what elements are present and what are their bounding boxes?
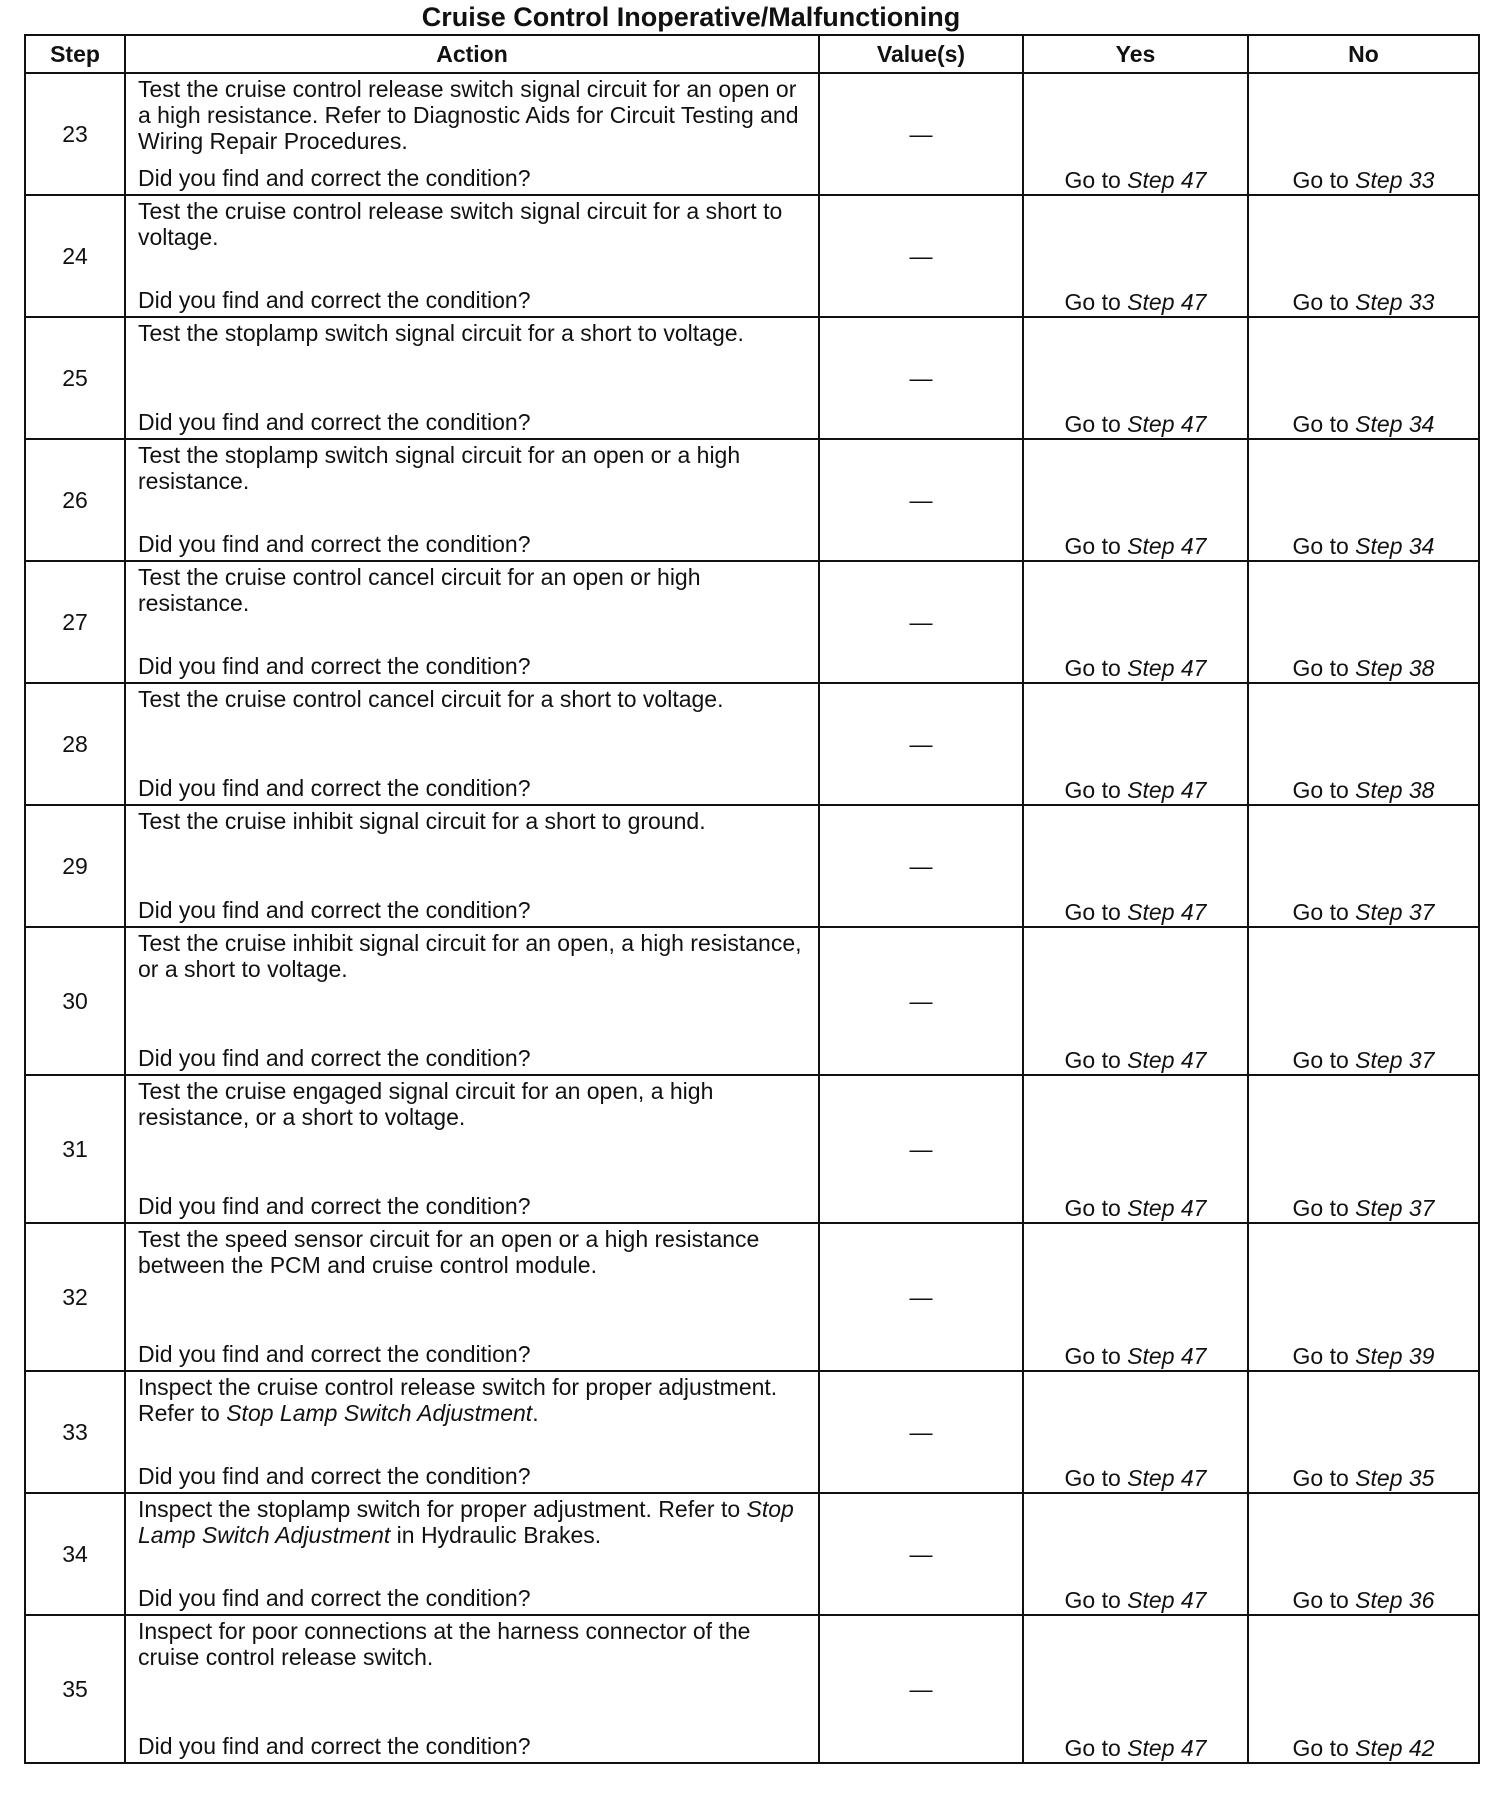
action-question: Did you find and correct the condition? [138,531,531,557]
yes-cell [1023,683,1248,805]
action-question: Did you find and correct the condition? [138,653,531,679]
diagnostic-table [24,34,1480,1764]
goto-prefix: Go to [1064,655,1121,681]
value-cell: — [819,439,1023,561]
action-cell [125,1371,819,1493]
action-text: Test the cruise inhibit signal circuit for a short to ground. [138,808,706,834]
value-cell: — [819,805,1023,927]
value-cell: — [819,195,1023,317]
goto-prefix: Go to [1292,899,1349,925]
step-number: 29 [25,805,125,927]
goto-step-yes: Step 47 [1127,533,1207,559]
table-row [25,1493,1479,1615]
action-question: Did you find and correct the condition? [138,287,531,313]
goto-prefix: Go to [1064,1587,1121,1613]
header-step: Step [25,35,125,73]
table-row [25,683,1479,805]
goto-prefix: Go to [1292,1587,1349,1613]
table-row [25,561,1479,683]
goto-prefix: Go to [1064,777,1121,803]
no-cell [1248,1615,1479,1763]
yes-cell [1023,317,1248,439]
goto-step-no: Step 37 [1355,899,1435,925]
value-cell: — [819,1223,1023,1371]
goto-step-no: Step 39 [1355,1343,1435,1369]
no-cell [1248,439,1479,561]
action-procedure [138,320,810,346]
action-cell [125,1493,819,1615]
goto-step-yes: Step 47 [1127,1465,1207,1491]
header-no: No [1248,35,1479,73]
action-question: Did you find and correct the condition? [138,1585,531,1611]
reference-link-text: Stop Lamp Switch Adjustment [226,1400,533,1426]
goto-step-no: Step 38 [1355,655,1435,681]
action-question: Did you find and correct the condition? [138,1193,531,1219]
action-question: Did you find and correct the condition? [138,409,531,435]
goto-prefix: Go to [1064,1195,1121,1221]
goto-step-no: Step 38 [1355,777,1435,803]
yes-cell [1023,73,1248,195]
goto-step-no: Step 36 [1355,1587,1435,1613]
yes-cell [1023,1075,1248,1223]
yes-cell [1023,1223,1248,1371]
yes-cell [1023,1371,1248,1493]
step-number: 31 [25,1075,125,1223]
yes-cell [1023,439,1248,561]
goto-step-no: Step 37 [1355,1047,1435,1073]
reference-link-text: Stop Lamp Switch Adjustment [138,1496,794,1548]
goto-prefix: Go to [1292,1465,1349,1491]
goto-step-yes: Step 47 [1127,1587,1207,1613]
value-cell: — [819,927,1023,1075]
action-procedure [138,930,810,982]
action-cell [125,1615,819,1763]
goto-prefix: Go to [1064,1465,1121,1491]
step-number: 30 [25,927,125,1075]
goto-prefix: Go to [1292,1047,1349,1073]
value-cell: — [819,683,1023,805]
action-procedure [138,1618,810,1670]
yes-cell [1023,561,1248,683]
goto-prefix: Go to [1064,289,1121,315]
goto-step-no: Step 34 [1355,533,1435,559]
goto-step-yes: Step 47 [1127,411,1207,437]
goto-prefix: Go to [1292,777,1349,803]
no-cell [1248,805,1479,927]
goto-step-yes: Step 47 [1127,1343,1207,1369]
table-row [25,73,1479,195]
goto-step-yes: Step 47 [1127,1195,1207,1221]
step-number: 34 [25,1493,125,1615]
goto-prefix: Go to [1292,533,1349,559]
no-cell [1248,317,1479,439]
step-number: 35 [25,1615,125,1763]
step-number: 25 [25,317,125,439]
action-question: Did you find and correct the condition? [138,1341,531,1367]
no-cell [1248,927,1479,1075]
value-cell: — [819,73,1023,195]
action-question: Did you find and correct the condition? [138,1733,531,1759]
action-procedure [138,1078,810,1130]
action-question: Did you find and correct the condition? [138,775,531,801]
step-number: 33 [25,1371,125,1493]
action-procedure [138,686,810,712]
value-cell: — [819,1371,1023,1493]
action-question: Did you find and correct the condition? [138,1045,531,1071]
goto-prefix: Go to [1064,411,1121,437]
action-procedure [138,1226,810,1278]
action-text: Inspect the stoplamp switch for proper adjustment. Refer to [138,1496,747,1522]
action-text: Test the speed sensor circuit for an open or a high resistance between the PCM and cruise control module. [138,1226,760,1278]
action-cell [125,73,819,195]
goto-prefix: Go to [1292,655,1349,681]
step-number: 24 [25,195,125,317]
goto-step-yes: Step 47 [1127,777,1207,803]
goto-prefix: Go to [1292,411,1349,437]
goto-step-no: Step 33 [1355,167,1435,193]
value-cell: — [819,317,1023,439]
header-values: Value(s) [819,35,1023,73]
goto-prefix: Go to [1064,1343,1121,1369]
value-cell: — [819,561,1023,683]
action-cell [125,561,819,683]
yes-cell [1023,195,1248,317]
yes-cell [1023,927,1248,1075]
table-row [25,1223,1479,1371]
header-row [25,35,1479,73]
action-cell [125,683,819,805]
action-cell [125,439,819,561]
goto-step-no: Step 33 [1355,289,1435,315]
no-cell [1248,73,1479,195]
goto-step-yes: Step 47 [1127,289,1207,315]
goto-prefix: Go to [1292,1343,1349,1369]
yes-cell [1023,1615,1248,1763]
goto-step-yes: Step 47 [1127,167,1207,193]
no-cell [1248,561,1479,683]
page-title: Cruise Control Inoperative/Malfunctioning [421,2,961,32]
goto-prefix: Go to [1292,167,1349,193]
action-text: in Hydraulic Brakes. [390,1522,602,1548]
goto-prefix: Go to [1064,533,1121,559]
table-row [25,195,1479,317]
action-procedure [138,1496,810,1548]
goto-step-no: Step 34 [1355,411,1435,437]
header-action: Action [125,35,819,73]
goto-prefix: Go to [1064,899,1121,925]
action-cell [125,1223,819,1371]
goto-prefix: Go to [1292,1195,1349,1221]
goto-prefix: Go to [1064,1735,1121,1761]
step-number: 27 [25,561,125,683]
no-cell [1248,1493,1479,1615]
no-cell [1248,683,1479,805]
action-cell [125,1075,819,1223]
action-question: Did you find and correct the condition? [138,165,531,191]
table-row [25,439,1479,561]
action-text: . [532,1400,539,1426]
no-cell [1248,1223,1479,1371]
goto-step-yes: Step 47 [1127,1047,1207,1073]
no-cell [1248,1075,1479,1223]
goto-prefix: Go to [1064,1047,1121,1073]
goto-prefix: Go to [1292,1735,1349,1761]
goto-step-no: Step 42 [1355,1735,1435,1761]
table-row [25,317,1479,439]
action-procedure [138,76,810,154]
table-row [25,927,1479,1075]
action-cell [125,927,819,1075]
action-text: Test the cruise control release switch signal circuit for an open or a high resistance. Refer to Diagnostic Aids for Circuit Testing and Wiring Repair Procedures. [138,76,799,154]
action-cell [125,805,819,927]
action-text: Test the cruise control cancel circuit for a short to voltage. [138,686,724,712]
step-number: 26 [25,439,125,561]
step-number: 23 [25,73,125,195]
value-cell: — [819,1493,1023,1615]
action-procedure [138,564,810,616]
action-text: Test the cruise engaged signal circuit for an open, a high resistance, or a short to voltage. [138,1078,714,1130]
table-body [25,73,1479,1763]
no-cell [1248,1371,1479,1493]
action-cell [125,195,819,317]
action-procedure [138,442,810,494]
yes-cell [1023,1493,1248,1615]
action-text: Test the cruise control cancel circuit for an open or high resistance. [138,564,701,616]
goto-step-yes: Step 47 [1127,655,1207,681]
step-number: 28 [25,683,125,805]
goto-prefix: Go to [1292,289,1349,315]
table-row [25,1371,1479,1493]
action-text: Test the stoplamp switch signal circuit for a short to voltage. [138,320,744,346]
yes-cell [1023,805,1248,927]
action-procedure [138,198,810,250]
header-yes: Yes [1023,35,1248,73]
no-cell [1248,195,1479,317]
goto-step-yes: Step 47 [1127,1735,1207,1761]
value-cell: — [819,1075,1023,1223]
action-text: Inspect for poor connections at the harness connector of the cruise control release switch. [138,1618,751,1670]
table-row [25,805,1479,927]
goto-prefix: Go to [1064,167,1121,193]
goto-step-yes: Step 47 [1127,899,1207,925]
action-cell [125,317,819,439]
goto-step-no: Step 37 [1355,1195,1435,1221]
table-row [25,1075,1479,1223]
action-text: Test the cruise inhibit signal circuit for an open, a high resistance, or a short to voltage. [138,930,802,982]
value-cell: — [819,1615,1023,1763]
action-text: Test the stoplamp switch signal circuit for an open or a high resistance. [138,442,741,494]
action-procedure [138,808,810,834]
step-number: 32 [25,1223,125,1371]
action-text: Test the cruise control release switch signal circuit for a short to voltage. [138,198,783,250]
action-question: Did you find and correct the condition? [138,1463,531,1489]
goto-step-no: Step 35 [1355,1465,1435,1491]
action-question: Did you find and correct the condition? [138,897,531,923]
action-procedure [138,1374,810,1426]
action-text: Inspect the cruise control release switch for proper adjustment. Refer to [138,1374,778,1426]
table-row [25,1615,1479,1763]
